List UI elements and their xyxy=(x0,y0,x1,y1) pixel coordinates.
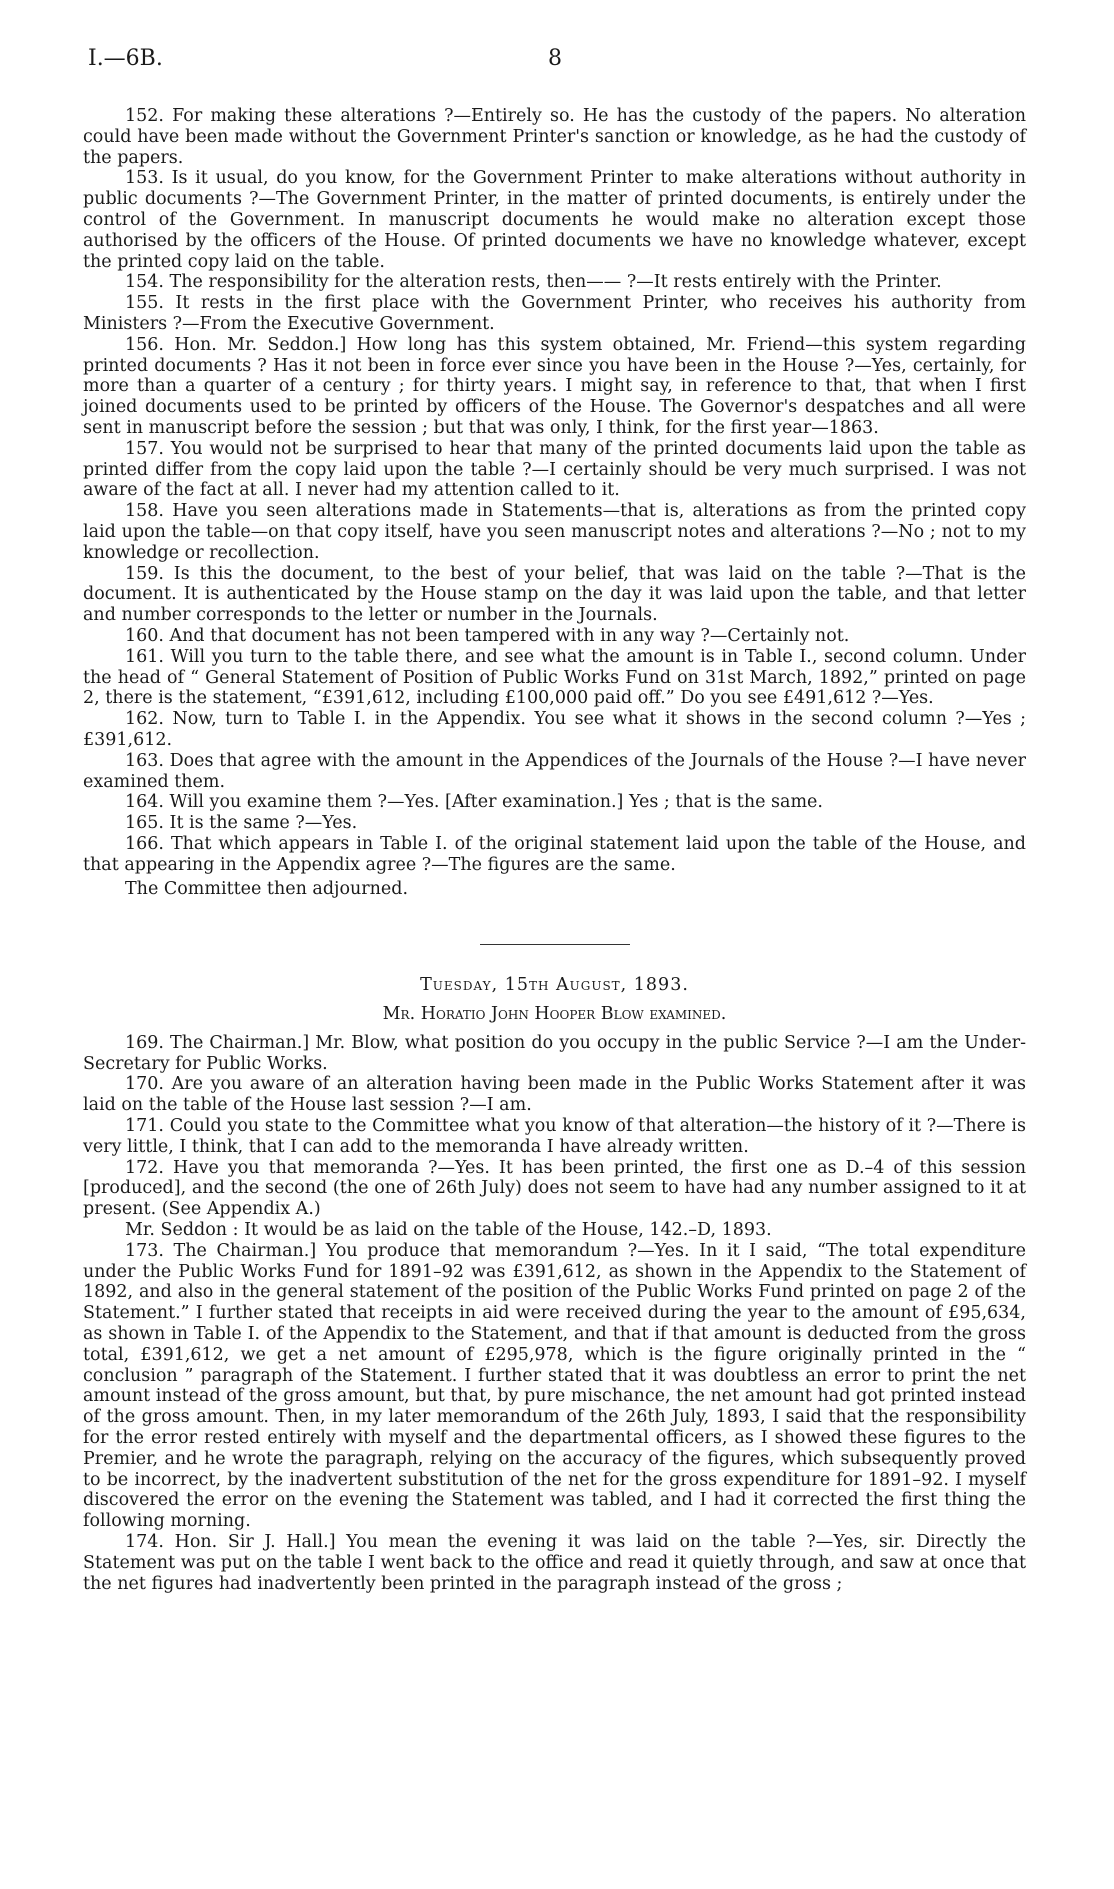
paragraph-157: 157. You would not be surprised to hear that many of the printed documents laid upon the table as printed differ from the copy laid upon the table ?—I certainly should be very much surprised. I was not aware of the fact at all. I never had my attention called to it. xyxy=(83,438,1026,501)
paragraph-162: 162. Now, turn to Table I. in the Appendix. You see what it shows in the second column ?—Yes ; £391,612. xyxy=(83,709,1026,750)
paragraph-166: 166. That which appears in Table I. of the original statement laid upon the table of the House, and that appearing in the Appendix agree ?—The figures are the same. xyxy=(83,833,1026,875)
adjournment-note: The Committee then adjourned. xyxy=(125,879,409,900)
paragraph-161: 161. Will you turn to the table there, and see what the amount is in Table I., second column. Under the head of “ General Statement of Position of Public Works Fund on 31st March, 1892,” printed on page 2, there is the statement, “£391,612, including £100,000 paid off.” Do you see £491,612 ?—Yes. xyxy=(83,646,1026,709)
page-number: 8 xyxy=(548,46,562,71)
paragraph-170: 170. Are you aware of an alteration having been made in the Public Works Statement after it was laid on the table of the House last session ?—I am. xyxy=(83,1074,1026,1116)
document-body xyxy=(83,106,1026,1594)
section-divider xyxy=(480,944,630,945)
paragraph-154: 154. The responsibility for the alteration rests, then—— ?—It rests entirely with the Printer. xyxy=(125,272,942,293)
paragraph-159: 159. Is this the document, to the best of your belief, that was laid on the table ?—That is the document. It is authenticated by the House stamp on the day it was laid upon the table, and that letter and number corresponds to the letter or number in the Journals. xyxy=(83,563,1026,626)
paragraph-153: 153. Is it usual, do you know, for the Government Printer to make alterations without authority in public documents ?—The Government Printer, in the matter of printed documents, is entirely under the control of the Government. In manuscript documents he would make no alteration except those authorised by the officers of the House. Of printed documents we have no knowledge whatever, except the printed copy laid on the table. xyxy=(83,168,1026,272)
paragraph-174: 174. Hon. Sir J. Hall.] You mean the evening it was laid on the table ?—Yes, sir. Directly the Statement was put on the table I went back to the office and read it quietly through, and saw at once that the net figures had inadvertently been printed in the paragraph instead of the gross ; xyxy=(83,1532,1026,1594)
paragraph-156: 156. Hon. Mr. Seddon.] How long has this system obtained, Mr. Friend—this system regarding printed documents ? Has it not been in force ever since you have been in the House ?—Yes, certainly, for more than a quarter of a century ; for thirty years. I might say, in reference to that, that when I first joined documents used to be printed by officers of the House. The Governor's despatches and all were sent in manuscript before the session ; but that was only, I think, for the first year—1863. xyxy=(83,334,1026,438)
paragraph-158: 158. Have you seen alterations made in Statements—that is, alterations as from the printed copy laid upon the table—on that copy itself, have you seen manuscript notes and alterations ?—No ; not to my knowledge or recollection. xyxy=(83,501,1026,563)
paragraph-155: 155. It rests in the first place with the Government Printer, who receives his authority from Ministers ?—From the Executive Government. xyxy=(83,293,1026,334)
paragraph-173: 173. The Chairman.] You produce that memorandum ?—Yes. In it I said, “The total expenditure under the Public Works Fund for 1891–92 was £391,612, as shown in the Appendix to the Statement of 1892, and also in the general statement of the position of the Public Works Fund printed on page 2 of the Statement.” I further stated that receipts in aid were received during the year to the amount of £95,634, as shown in Table I. of the Appendix to the Statement, and that if that amount is deducted from the gross total, £391,612, we get a net amount of £295,978, which is the figure originally printed in the “ conclusion ” paragraph of the Statement. I further stated that it was doubtless an error to print the net amount instead of the gross amount, but that, by pure mischance, the net amount had got printed instead of the gross amount. Then, in my later memorandum of the 26th July, 1893, I said that the responsibility for the error rested entirely with myself and the departmental officers, as I showed these figures to the Premier, and he wrote the paragraph, relying on the accuracy of the figures, which subsequently proved to be incorrect, by the inadvertent substitution of the net for the gross expenditure for 1891–92. I myself discovered the error on the evening the Statement was tabled, and I had it corrected the first thing the following morning. xyxy=(83,1240,1026,1532)
paragraph-160: 160. And that document has not been tampered with in any way ?—Certainly not. xyxy=(125,625,850,646)
seddon-remark: Mr. Seddon : It would be as laid on the table of the House, 142.–D, 1893. xyxy=(125,1220,772,1241)
document-reference: I.—6B. xyxy=(88,46,163,71)
date-heading: Tuesday, 15th August, 1893. xyxy=(420,975,689,996)
paragraph-171: 171. Could you state to the Committee what you know of that alteration—the history of it ?—There is very little, I think, that I can add to the memoranda I have already written. xyxy=(83,1116,1026,1157)
paragraph-172: 172. Have you that memoranda ?—Yes. It has been printed, the first one as D.–4 of this session [produced], and the second (the one of 26th July) does not seem to have had any number assigned to it at present. (See Appendix A.) xyxy=(83,1157,1026,1220)
paragraph-169: 169. The Chairman.] Mr. Blow, what position do you occupy in the public Service ?—I am the Under-Secretary for Public Works. xyxy=(83,1032,1026,1074)
witness-heading: Mr. Horatio John Hooper Blow examined. xyxy=(382,1004,727,1025)
paragraph-152: 152. For making these alterations ?—Entirely so. He has the custody of the papers. No alteration could have been made without the Government Printer's sanction or knowledge, as he had the custody of the papers. xyxy=(83,106,1026,168)
paragraph-163: 163. Does that agree with the amount in the Appendices of the Journals of the House ?—I have never examined them. xyxy=(83,750,1026,792)
paragraph-165: 165. It is the same ?—Yes. xyxy=(125,813,358,834)
paragraph-164: 164. Will you examine them ?—Yes. [After examination.] Yes ; that is the same. xyxy=(125,792,823,813)
